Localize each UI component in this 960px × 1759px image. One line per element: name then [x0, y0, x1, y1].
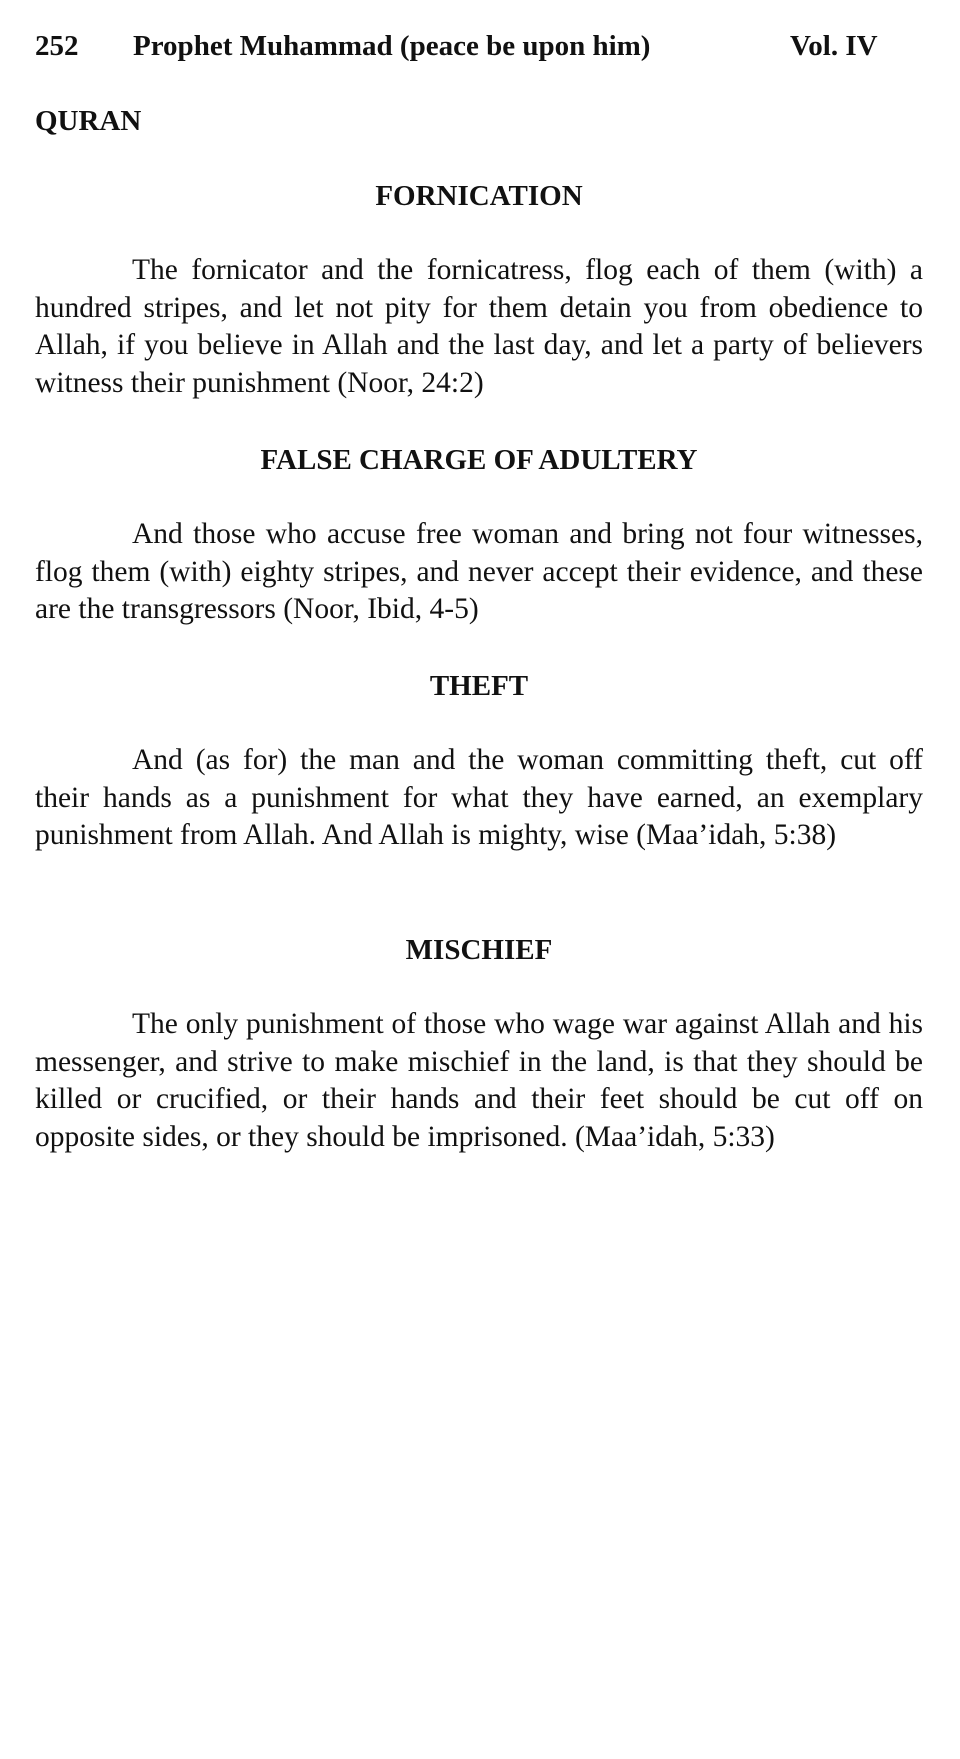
volume-label: Vol. IV — [790, 30, 878, 62]
page-number: 252 — [35, 30, 79, 62]
heading-theft: THEFT — [429, 670, 529, 702]
paragraph-fornication: The fornicator and the fornicatress, flog each of them (with) a hundred stripes, and let not pity for them detain you from obedience to Allah, if you believe in Allah and the last day, and let a party of believers witness their punishment (Noor, 24:2) — [35, 254, 923, 399]
book-title: Prophet Muhammad (peace be upon him) — [133, 30, 651, 62]
paragraph-theft: And (as for) the man and the woman committing theft, cut off their hands as a punishment for what they have earned, an exemplary punishment from Allah. And Allah is mighty, wise (Maa’idah, 5:38) — [35, 744, 923, 852]
paragraph-false-charge: And those who accuse free woman and bring not four witnesses, flog them (with) eighty stripes, and never accept their evidence, and these are the transgressors (Noor, Ibid, 4-5) — [35, 518, 923, 626]
section-label: QURAN — [35, 105, 142, 137]
paragraph-mischief: The only punishment of those who wage war against Allah and his messenger, and strive to make mischief in the land, is that they should be killed or crucified, or their hands and their feet should be cut off on opposite sides, or they should be imprisoned. (Maa’idah, 5:33) — [35, 1008, 923, 1153]
running-header — [35, 26, 923, 66]
heading-false-charge: FALSE CHARGE OF ADULTERY — [260, 444, 698, 476]
heading-mischief: MISCHIEF — [405, 934, 553, 966]
heading-fornication: FORNICATION — [375, 180, 583, 212]
